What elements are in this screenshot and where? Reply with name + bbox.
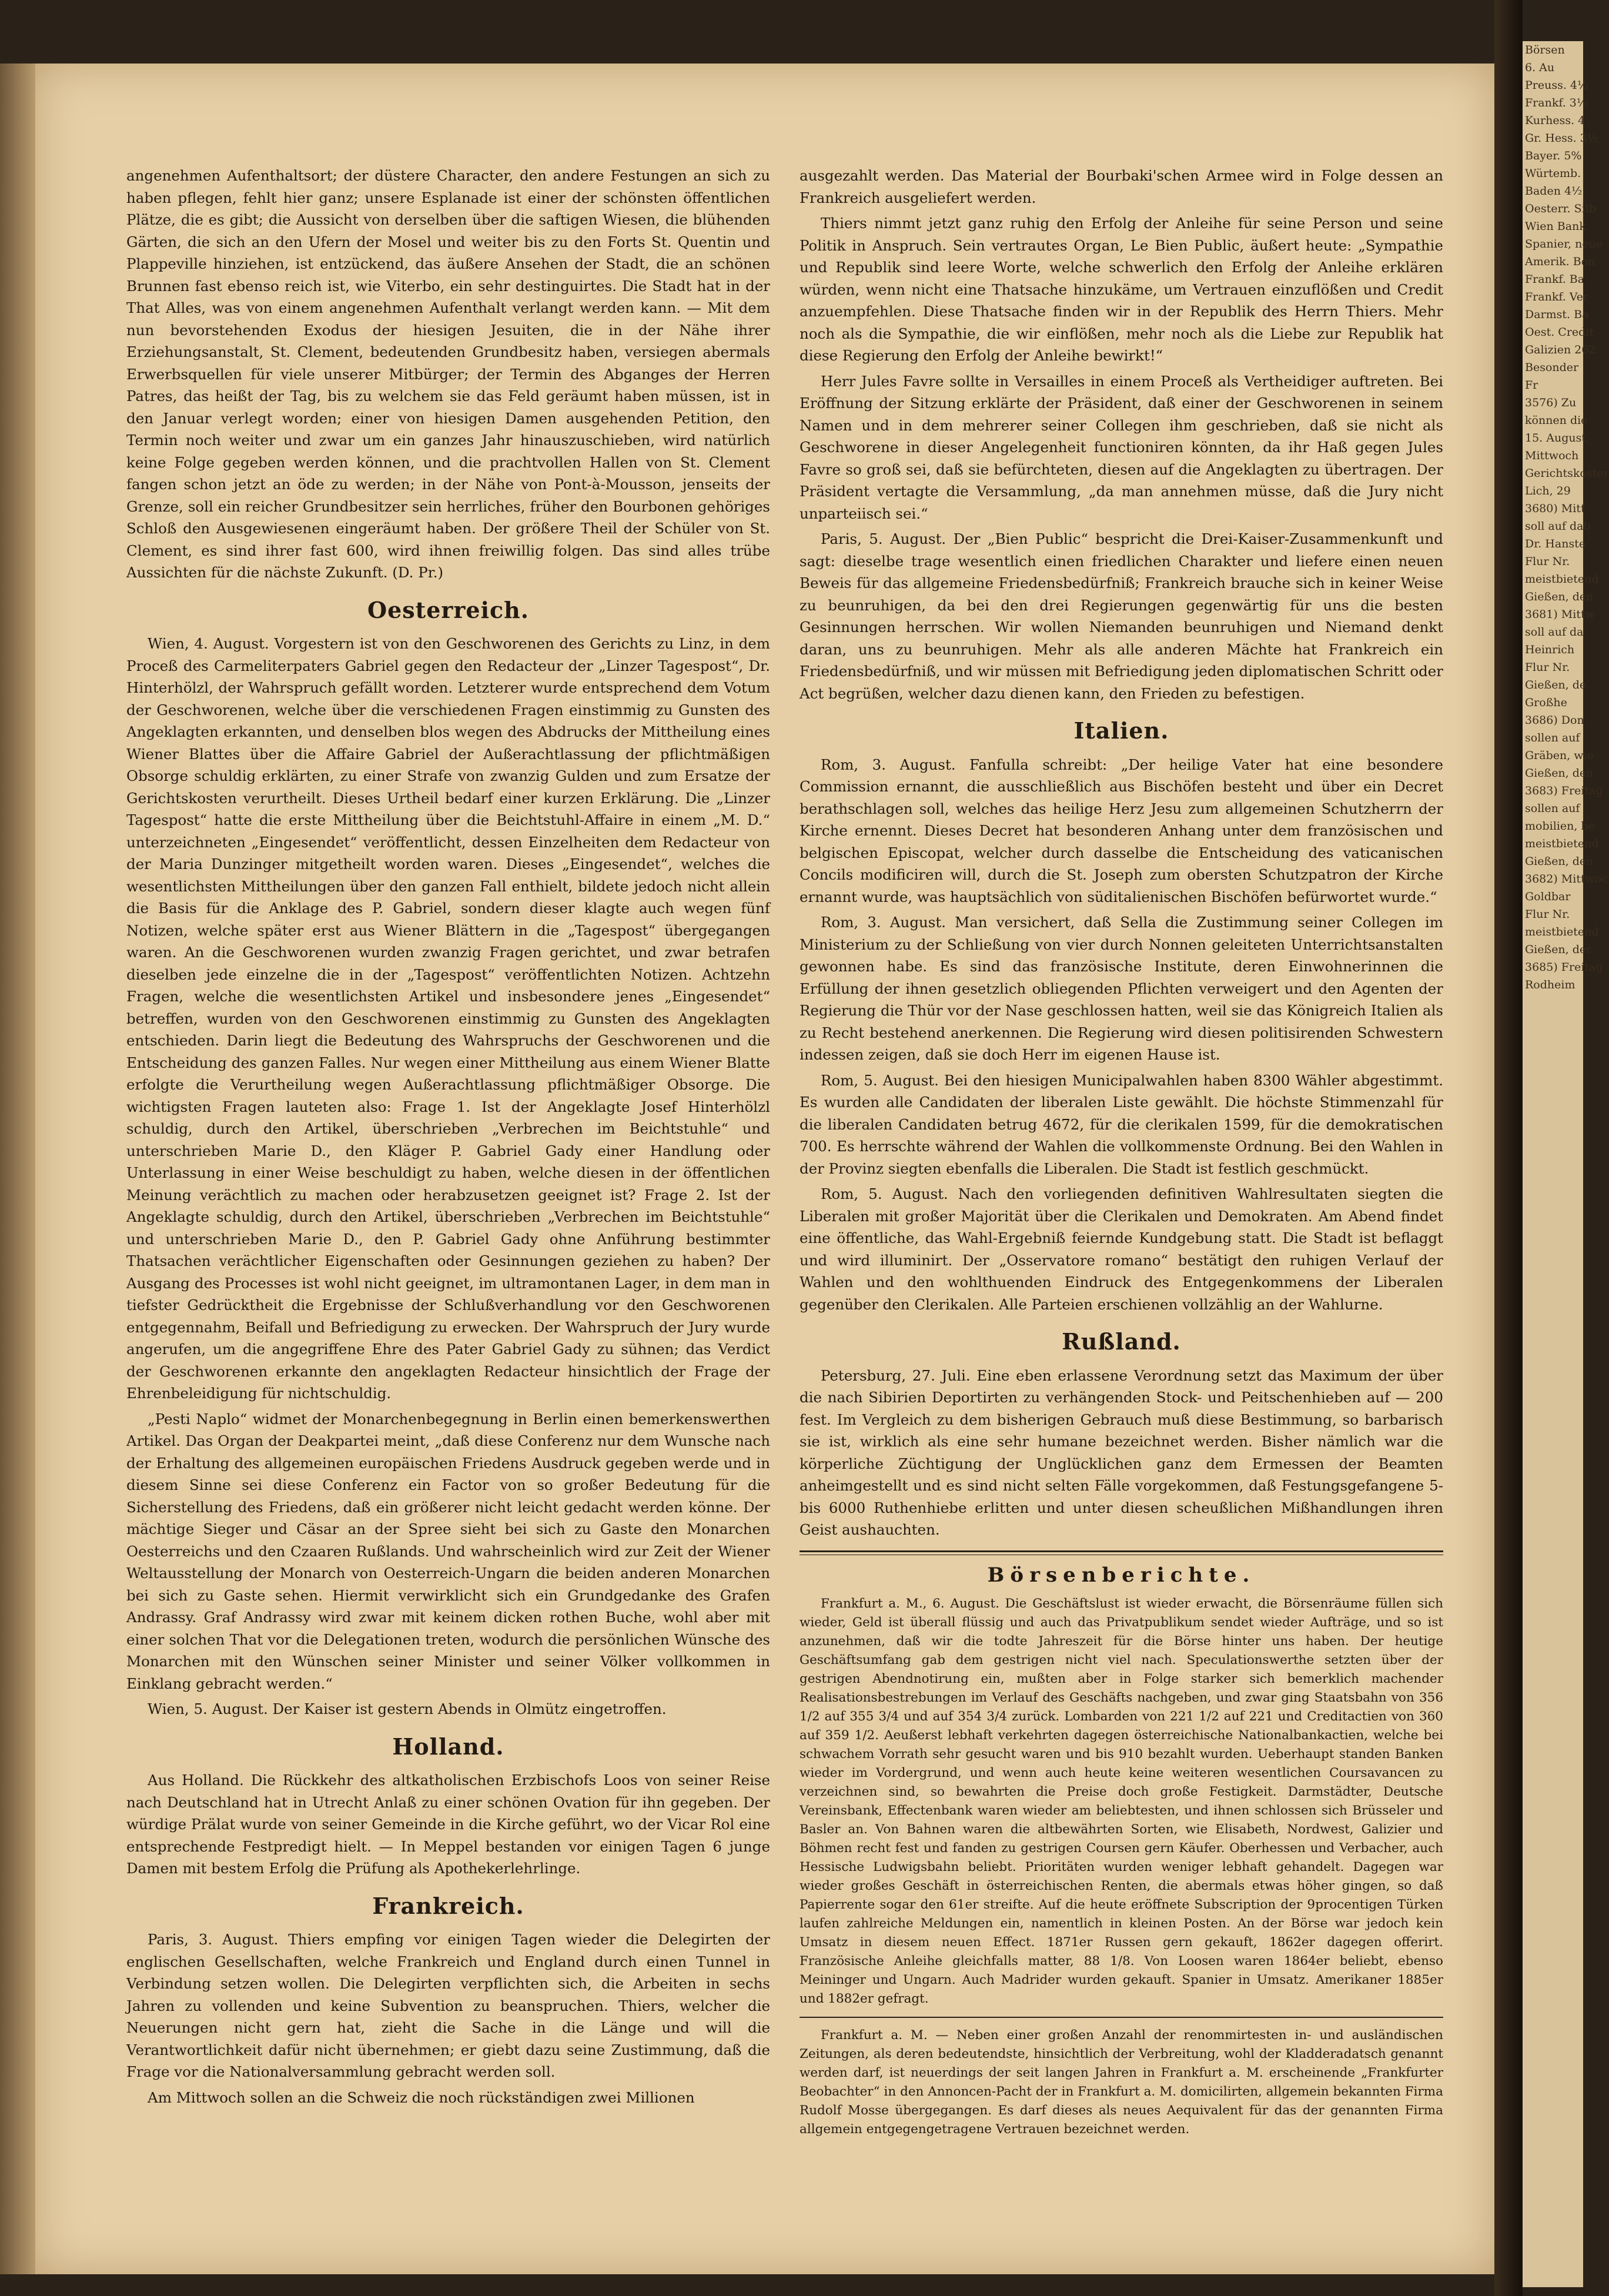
right-page-fragment: Oesterr. Silb	[1525, 202, 1596, 215]
right-page-fragment: Würtemb.	[1525, 167, 1581, 180]
right-page-fragment: 15. August	[1525, 432, 1586, 445]
right-page-fragment: Goldbar	[1525, 890, 1571, 903]
holland-paragraph-1: Aus Holland. Die Rückkehr des altkatholischen Erzbischofs Loos von seiner Reise nach Deutschland hat in Utrecht Anlaß zu einer schönen Ovation für ihn gegeben. Der würdige Prälat wurde von seiner Gemeinde in die Kirche geführt, wo der Vicar Rol eine entsprechende Festpredigt hielt. — In Meppel bestanden vor einigen Tagen 6 junge Damen mit bestem Erfolg die Prüfung als Apothekerlehrlinge.	[126, 1772, 770, 1877]
france-paragraph-5: Paris, 5. August. Der „Bien Public“ bespricht die Drei-Kaiser-Zusammenkunft und sagt: dieselbe trage wesentlich einen friedlichen Charakter und liefere einen neuen Beweis für das allgemeine Friedensbedürfniß; Frankreich brauche sich in keiner Weise zu beunruhigen, da bei den drei Regierungen gegenwärtig für uns die besten Gesinnungen herrschen. Wir wollen Niemanden beunruhigen und Niemand denkt daran, uns zu beunruhigen. Mehr als alle anderen Mächte hat Frankreich ein Friedensbedürfniß, und wir müssen mit Befriedigung jeden diplomatischen Schritt oder Act begrüßen, welcher dazu dienen kann, den Frieden zu befestigen.	[800, 530, 1443, 702]
right-page-fragment: Fr	[1525, 379, 1538, 392]
right-page-fragment: 3682) Mittwoc	[1525, 873, 1608, 885]
right-page-fragment: Gießen, den	[1525, 767, 1594, 780]
right-page-fragment: Kurhess. 4	[1525, 114, 1585, 127]
right-page-fragment: meistbietend	[1525, 925, 1599, 938]
italy-paragraph-4: Rom, 5. August. Nach den vorliegenden definitiven Wahlresultaten siegten die Liberalen mit großer Majorität über die Clerikalen und Demokraten. Am Abend findet eine öffentliche, das Wahl-Ergebniß feiernde Kundgebung statt. Die Stadt ist beflaggt und wird illuminirt. Der „Osservatore romano“ bestätigt den ruhigen Verlauf der Wahlen und den wohlthuenden Eindruck des Entgegenkommens der Liberalen gegenüber den Clerikalen. Alle Parteien erschienen vollzählig an der Wahlurne.	[800, 1185, 1443, 1313]
advert-paragraph: Frankfurt a. M. — Neben einer großen Anzahl der renommirtesten in- und ausländischen Zeitungen, als deren bedeutendste, hinsichtlich der Verbreitung, wohl der Kladderadatsch genannt werden darf, ist neuerdings der seit langen Jahren in Frankfurt a. M. erscheinende „Frankfurter Beobachter“ in den Annoncen-Pacht der in Frankfurt a. M. domicilirten, allgemein bekannten Firma Rudolf Mosse übergegangen. Es darf dieses als neues Aequivalent für das der genannten Firma allgemein entgegengetragene Vertrauen bezeichnet werden.	[800, 2028, 1443, 2137]
right-page-fragment: Gräben, wie	[1525, 749, 1594, 762]
right-page-fragment: Besonder	[1525, 361, 1579, 374]
right-page-fragment: 3680) Mitt	[1525, 502, 1585, 515]
right-page-fragment: 3681) Mittw	[1525, 608, 1595, 621]
holland-heading: Holland.	[392, 1733, 504, 1760]
book-gutter	[1494, 0, 1523, 2296]
book-left-edge	[0, 64, 35, 2274]
right-page-fragment: soll auf da	[1525, 626, 1584, 639]
right-page-fragment: Gießen, der	[1525, 943, 1592, 956]
right-page-fragment: Flur Nr.	[1525, 908, 1570, 921]
france-paragraph-4: Herr Jules Favre sollte in Versailles in einem Proceß als Vertheidiger auftreten. Bei Eröffnung der Sitzung erklärte der Präsident, daß einer der Geschworenen in seinem Namen und in dem mehrerer seiner Collegen ihm geschrieben, daß sie nicht als Geschworene in dieser Angelegenheit functioniren könnten, da ihr Haß gegen Jules Favre so groß sei, daß sie befürchteten, diesen auf die Angeklagten zu übertragen. Der Präsident vertagte die Versammlung, „da man annehmen müsse, daß die Jury nicht unparteiisch sei.“	[800, 372, 1443, 522]
right-page-fragment: Großhe	[1525, 696, 1567, 709]
right-page-fragment: Flur Nr.	[1525, 555, 1570, 568]
italy-paragraph-1: Rom, 3. August. Fanfulla schreibt: „Der heilige Vater hat eine besondere Commission ernannt, die ausschließlich aus Bischöfen besteht und über ein Decret berathschlagen soll, welches das heilige Herz Jesu zum allgemeinen Schutzherrn der Kirche ernennt. Dieses Decret hat besonderen Anhang unter dem französischen und belgischen Episcopat, welcher durch dasselbe die Entscheidung des vaticanischen Concils modificiren will, durch die St. Joseph zum obersten Schutzpatron der Kirche ernannt wurde, was hauptsächlich von süditalienischen Bischöfen befürwortet wurde.“	[800, 756, 1443, 905]
right-page-fragment: 3686) Don	[1525, 714, 1584, 727]
right-page-fragment: Gerichtskoster	[1525, 467, 1609, 480]
intro-paragraph: angenehmen Aufenthaltsort; der düstere Character, den andere Festungen an sich zu haben pflegen, fehlt hier ganz; unsere Esplanade ist einer der schönsten öffentlichen Plätze, die es gibt; die Aussicht von derselben über die saftigen Wiesen, die blühenden Gärten, die sich an den Ufern der Mosel und weiter bis zu den Forts St. Quentin und Plappeville hinziehen, ist entzückend, das äußere Ansehen der Stadt, die an schönen Brunnen fast ebenso reich ist, wie Viterbo, ein sehr destinguirtes. Die Stadt hat in der That Alles, was von einem angenehmen Aufenthalt verlangt werden kann. — Mit dem nun bevorstehenden Exodus der hiesigen Jesuiten, die in der Nähe ihrer Erziehungsanstalt, St. Clement, bedeutenden Grundbesitz haben, versiegen abermals Erwerbsquellen für viele unserer Mitbürger; der Termin des Abganges der Herren Patres, das heißt der Tag, bis zu welchem sie das Feld geräumt haben müssen, ist in den Januar verlegt worden; einer von hiesigen Damen ausgehenden Petition, den Termin noch weiter und zwar um ein ganzes Jahr hinauszuschieben, wird natürlich keine Folge gegeben werden können, und die prachtvollen Hallen von St. Clement fangen schon jetzt an öde zu werden; in der Nähe von Pont-à-Mousson, jenseits der Grenze, soll ein reicher Grundbesitzer sein herrliches, früher den Bourbonen gehöriges Schloß den Ausgewiesenen eingeräumt haben. Der größere Theil der Schüler von St. Clement, es sind ihrer fast 600, wird ihnen freiwillig folgen. Das sind alles trübe Aussichten für die nächste Zukunft. (D. Pr.)	[126, 167, 770, 581]
left-column	[126, 165, 770, 2112]
right-page-fragment: Galizien 262	[1525, 343, 1596, 356]
right-page-fragment: Gießen, de	[1525, 679, 1587, 691]
right-page-fragment: 3576) Zu	[1525, 396, 1577, 409]
france-continuation: ausgezahlt werden. Das Material der Bourbaki'schen Armee wird in Folge dessen an Frankreich ausgeliefert werden.	[800, 167, 1443, 206]
ad-divider	[800, 2017, 1443, 2018]
boerse-paragraph: Frankfurt a. M., 6. August. Die Geschäftslust ist wieder erwacht, die Börsenräume füllen sich wieder, Geld ist überall flüssig und auch das Privatpublikum sendet wieder Aufträge, und so ist anzunehmen, daß wir die todte Jahreszeit für die Börse hinter uns haben. Der heutige Geschäftsumfang gab dem gestrigen nicht viel nach. Speculationswerthe setzten über der gestrigen Abendnotirung ein, mußten aber in Folge starker sich bemerklich machender Realisationsbestrebungen im Verlauf des Geschäfts nachgeben, und zwar ging Staatsbahn von 356 1/2 auf 355 3/4 und auf 354 3/4 zurück. Lombarden von 221 1/2 auf 221 und Creditactien von 360 auf 359 1/2. Aeußerst lebhaft verkehrten dagegen österreichische Nationalbankactien, welche bei schwachem Vorrath sehr gesucht waren und bis 910 bezahlt wurden. Ueberhaupt standen Banken wieder im Vordergrund, und wenn auch heute keine weiteren wesentlichen Coursavancen zu verzeichnen sind, so bewahrten die Preise doch große Festigkeit. Darmstädter, Deutsche Vereinsbank, Effectenbank waren wieder am beliebtesten, und ihnen schlossen sich Brüsseler und Basler an. Von Bahnen waren die altbewährten Sorten, wie Elisabeth, Nordwest, Galizier und Böhmen recht fest und fanden zu gestrigen Coursen gern Käufer. Oberhessen und Verbacher, auch Hessische Ludwigsbahn beliebt. Prioritäten wurden weniger lebhaft gehandelt. Dagegen war wieder großes Geschäft in österreichischen Renten, die abermals etwas höher gingen, so daß Papierrente sogar den 61er streifte. Auf die heute eröffnete Subscription der 9procentigen Türken laufen zahlreiche Meldungen ein, namentlich in kleinen Posten. An der Börse war jedoch kein Umsatz in diesem neuen Effect. 1871er Russen gern gekauft, 1862er dagegen offerirt. Französische Anleihe gleichfalls matter, 88 1/8. Von Loosen waren 1864er beliebt, ebenso Meininger und Ungarn. Auch Madrider wurden gekauft. Spanier in Umsatz. Amerikaner 1885er und 1882er gefragt.	[800, 1596, 1443, 2006]
right-page-fragment: sollen auf	[1525, 802, 1580, 815]
right-page-fragment: 3683) Freitag	[1525, 784, 1603, 797]
austria-paragraph-3: Wien, 5. August. Der Kaiser ist gestern Abends in Olmütz eingetroffen.	[148, 1700, 667, 1717]
france-paragraph-2: Am Mittwoch sollen an die Schweiz die noch rückständigen zwei Millionen	[148, 2088, 695, 2106]
italy-paragraph-2: Rom, 3. August. Man versichert, daß Sella die Zustimmung seiner Collegen im Ministerium zu der Schließung von vier durch Nonnen geleiteten Unterrichtsanstalten gewonnen habe. Es sind das französische Institute, deren Einwohnerinnen die Erfüllung der ihnen gesetzlich obliegenden Pflichten verweigert und den Agenten der Regierung die Thür vor der Nase geschlossen hatten, weil sie das Königreich Italien als zu Recht bestehend anerkennen. Die Regierung wird diesen politisirenden Schwestern indessen zeigen, daß sie doch Herr im eigenen Hause ist.	[800, 914, 1443, 1063]
right-page-fragment: Heinrich	[1525, 643, 1575, 656]
right-page-fragment: Börsen	[1525, 44, 1565, 56]
right-page-fragment: Gr. Hess. 3½	[1525, 132, 1598, 145]
right-page-fragment: Oest. Credit	[1525, 326, 1594, 339]
section-divider	[800, 1550, 1443, 1555]
right-page-fragment: Flur Nr.	[1525, 661, 1570, 674]
right-page-fragment: Gießen, den	[1525, 855, 1594, 868]
right-page-fragment: 3685) Freitag	[1525, 961, 1603, 974]
right-page-fragment: Frankf. Ba	[1525, 273, 1585, 286]
right-page-fragment: Frankf. 3½	[1525, 96, 1588, 109]
right-page-fragment: Frankf. Ver	[1525, 290, 1589, 303]
right-page-fragment: Bayer. 5%	[1525, 149, 1582, 162]
right-page-fragment: Wien Bank	[1525, 220, 1586, 233]
right-page-fragment: sollen auf	[1525, 731, 1580, 744]
boerse-heading: Börsenberichte.	[987, 1563, 1256, 1587]
adjacent-page-fragment	[1523, 41, 1609, 2287]
russia-heading: Rußland.	[1062, 1328, 1181, 1355]
france-paragraph-3: Thiers nimmt jetzt ganz ruhig den Erfolg der Anleihe für seine Person und seine Politik in Anspruch. Sein vertrautes Organ, Le Bien Public, äußert heute: „Sympathie und Republik sind leere Worte, welche schwerlich den Erfolg der Anleihe erklären würden, wenn nicht eine Thatsache hinzukäme, um Vertrauen einzuflößen und Credit anzuempfehlen. Diese Thatsache finden wir in der Republik des Herrn Thiers. Mehr noch als die Sympathie, die wir einflößen, mehr noch als die Liebe zur Republik hat diese Regierung den Erfolg der Anleihe bewirkt!“	[800, 215, 1443, 364]
italy-paragraph-3: Rom, 5. August. Bei den hiesigen Municipalwahlen haben 8300 Wähler abgestimmt. Es wurden alle Candidaten der liberalen Liste gewählt. Die höchste Stimmenzahl für die liberalen Candidaten betrug 4672, für die clerikalen 1599, für die demokratischen 700. Es herrschte während der Wahlen die vollkommenste Ordnung. Bei den Wahlen in der Provinz siegten ebenfalls die Liberalen. Die Stadt ist festlich geschmückt.	[800, 1071, 1443, 1177]
right-page-fragment: können die	[1525, 414, 1588, 427]
austria-paragraph-1: Wien, 4. August. Vorgestern ist von den Geschworenen des Gerichts zu Linz, in dem Proceß des Carmeliterpaters Gabriel gegen den Redacteur der „Linzer Tagespost“, Dr. Hinterhölzl, der Wahrspruch gefällt worden. Letzterer wurde entsprechend dem Votum der Geschworenen, welche über die verschiedenen Fragen einstimmig zu Gunsten des Angeklagten erkannten, und denselben blos wegen des Abdrucks der Mittheilung eines Wiener Blattes über die Affaire Gabriel der Außerachtlassung der pflichtmäßigen Obsorge schuldig erklärten, zu einer Strafe von zwanzig Gulden und zum Ersatze der Gerichtskosten verurtheilt. Dieses Urtheil bedarf einer kurzen Erklärung. Die „Linzer Tagespost“ hatte die erste Mittheilung über die Beichtstuhl-Affaire in einem „M. D.“ unterzeichneten „Eingesendet“ veröffentlicht, dessen Einzelheiten dem Redacteur von der Maria Dunzinger mitgetheilt worden waren. Dieses „Eingesendet“, welches die wesentlichsten Mittheilungen über den ganzen Fall enthielt, bildete jedoch nicht allein die Basis für die Anklage des P. Gabriel, sondern dieser klagte auch wegen fünf Notizen, welche später erst aus Wiener Blättern in die „Tagespost“ übergegangen waren. An die Geschworenen wurden zwanzig Fragen gerichtet, und zwar betrafen dieselben jede einzelne die in der „Tagespost“ veröffentlichten Notizen. Achtzehn Fragen, welche die wesentlichsten Artikel und insbesondere jenes „Eingesendet“ betreffen, wurden von den Geschworenen einstimmig zu Gunsten des Angeklagten entschieden. Darin liegt die Bedeutung des Wahrspruchs der Geschworenen und die Entscheidung des ganzen Falles. Nur wegen einer Mittheilung aus einem Wiener Blatte erfolgte die Verurtheilung wegen Außerachtlassung pflichtmäßiger Obsorge. Die wichtigsten Fragen lauteten also: Frage 1. Ist der Angeklagte Josef Hinterhölzl schuldig, durch den Artikel, überschrieben „Verbrechen im Beichtstuhle“ und unterschrieben Marie D., den Kläger P. Gabriel Gady einer Handlung oder Unterlassung in einer Weise beschuldigt zu haben, welche diesen in der öffentlichen Meinung verächtlich zu machen oder herabzusetzen geeignet ist? Frage 2. Ist der Angeklagte schuldig, durch den Artikel, überschrieben „Verbrechen im Beichtstuhle“ und unterschrieben Marie D., den P. Gabriel Gady ohne Anführung bestimmter Thatsachen verächtlicher Eigenschaften oder Gesinnungen geziehen zu haben? Der Ausgang des Processes ist wohl nicht geeignet, im ultramontanen Lager, in dem man in tiefster Gedrücktheit die Ergebnisse der Schlußverhandlung vor den Geschworenen entgegennahm, Beifall und Befriedigung zu erwecken. Der Wahrspruch der Jury wurde angerufen, um die angegriffene Ehre des Pater Gabriel Gady zu sühnen; das Verdict der Geschworenen erkannte den angeklagten Redacteur hinsichtlich der Frage der Ehrenbeleidigung für nichtschuldig.	[126, 635, 770, 1402]
russia-paragraph-1: Petersburg, 27. Juli. Eine eben erlassene Verordnung setzt das Maximum der über die nach Sibirien Deportirten zu verhängenden Stock- und Peitschenhieben auf — 200 fest. Im Vergleich zu dem bisherigen Gebrauch muß diese Bestimmung, so barbarisch sie ist, wirklich als eine sehr humane bezeichnet werden. Bisher nämlich war die körperliche Züchtigung der Unglücklichen ganz dem Ermessen der Beamten anheimgestellt und es sind nicht selten Fälle vorgekommen, daß Festungsgefangene 5- bis 6000 Ruthenhiebe erlitten und unter diesen scheußlichen Mißhandlungen ihren Geist aushauchten.	[800, 1366, 1443, 1538]
italy-heading: Italien.	[1073, 717, 1169, 744]
right-page-fragment: 6. Au	[1525, 61, 1555, 74]
right-page-fragment: meistbietend	[1525, 837, 1599, 850]
austria-paragraph-2: „Pesti Naplo“ widmet der Monarchenbegegnung in Berlin einen bemerkenswerthen Artikel. Das Organ der Deakpartei meint, „daß diese Conferenz nur dem Wunsche nach der Erhaltung des allgemeinen europäischen Friedens Ausdruck gegeben werde und in diesem Sinne sei diese Conferenz ein Factor von so großer Bedeutung für die Sicherstellung des Friedens, daß ein größerer nicht leicht gedacht werden könne. Der mächtige Sieger und Cäsar an der Spree sieht bei sich zu Gaste den Monarchen Oesterreichs und den Czaaren Rußlands. Und wahrscheinlich wird zur Zeit der Wiener Weltausstellung der Monarch von Oesterreich-Ungarn die beiden anderen Monarchen bei sich zu Gaste sehen. Hiermit verwirklicht sich ein Grundgedanke des Grafen Andrassy. Graf Andrassy wird zwar mit keinem dicken rothen Buche, wohl aber mit einer solchen That vor die Delegationen treten, wodurch die persönlichen Wünsche des Monarchen mit den Wünschen seiner Minister und seiner Völker vollkommen in Einklang gebracht werden.“	[126, 1410, 770, 1692]
right-page-fragment: Dr. Hanste	[1525, 537, 1586, 550]
right-page-fragment: mobilien, be	[1525, 820, 1595, 833]
right-page-fragment: Spanier, neue	[1525, 238, 1603, 250]
right-page-fragment: Darmst. Ba	[1525, 308, 1589, 321]
right-page-fragment: Amerik. Bon	[1525, 255, 1595, 268]
right-page-fragment: Lich, 29	[1525, 484, 1571, 497]
right-page-fragment: Rodheim	[1525, 978, 1575, 991]
right-page-fragment: Preuss. 4½	[1525, 79, 1588, 92]
right-page-fragment: Baden 4½	[1525, 185, 1583, 198]
right-page-fragment: Mittwoch	[1525, 449, 1579, 462]
france-heading: Frankreich.	[372, 1892, 524, 1919]
right-page-fragment: meistbietend	[1525, 573, 1599, 586]
austria-heading: Oesterreich.	[367, 596, 530, 623]
right-page-fragment: soll auf dab	[1525, 520, 1591, 533]
france-paragraph-1: Paris, 3. August. Thiers empfing vor einigen Tagen wieder die Delegirten der englischen Gesellschaften, welche Frankreich und England durch einen Tunnel in Verbindung setzen wollen. Die Delegirten verpflichten sich, die Arbeiten in sechs Jahren zu vollenden und keine Subvention zu beanspruchen. Thiers, welcher die Neuerungen nicht gern hat, zieht die Sache in die Länge und will die Verantwortlichkeit dafür nicht übernehmen; er giebt dazu seine Zustimmung, daß die Frage vor die Nationalversammlung gebracht werden soll.	[126, 1931, 770, 2080]
right-column	[800, 165, 1443, 2143]
right-page-fragment: Gießen, den	[1525, 590, 1594, 603]
